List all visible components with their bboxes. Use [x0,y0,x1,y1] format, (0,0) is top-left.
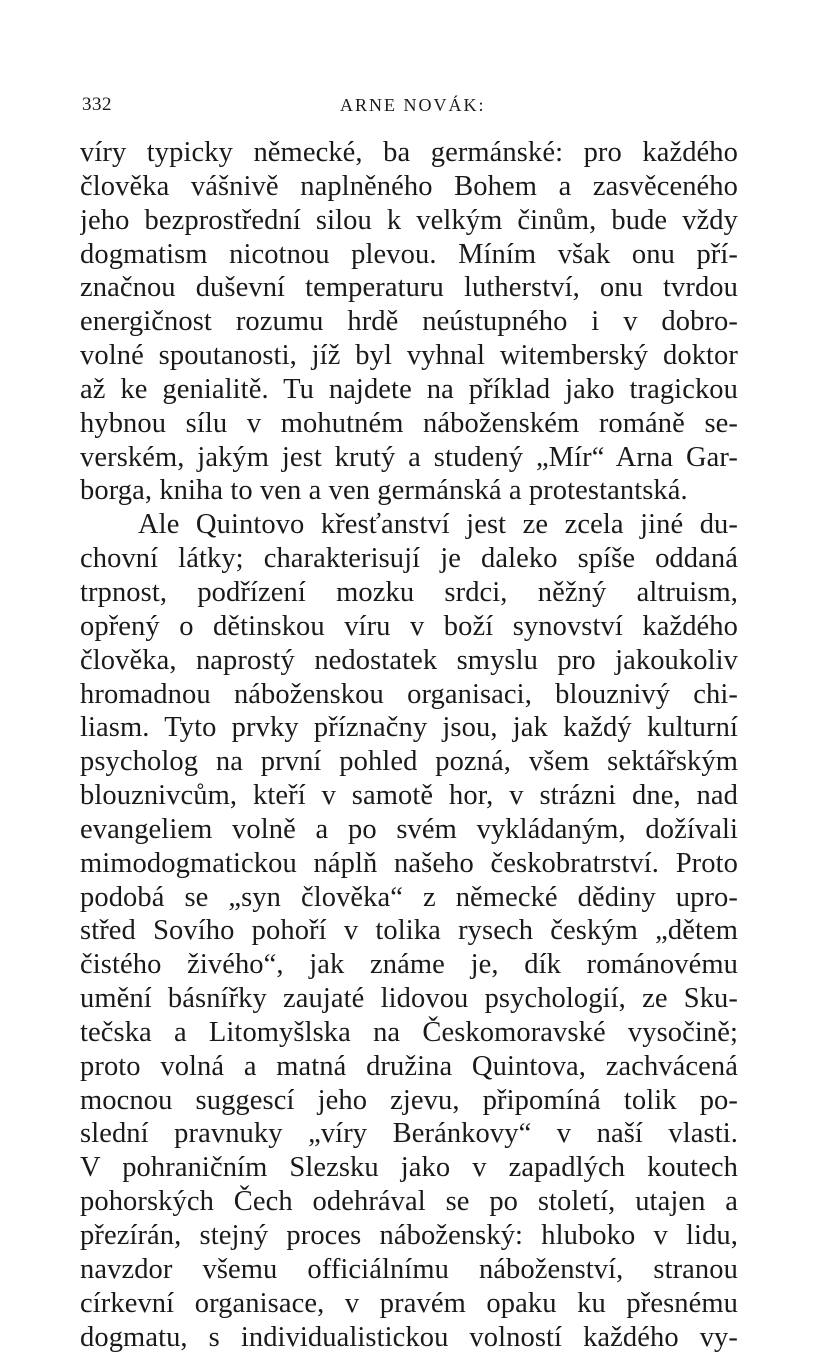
text-line: jeho bezprostřední silou k velkým činům, bude vždy [80,204,738,236]
text-line-paragraph-start: Ale Quintovo křesťanství jest ze zcela jiné du- [138,509,738,541]
text-line: dogmatism nicotnou plevou. Míním však onu pří- [80,238,738,270]
text-line: umění básnířky zaujaté lidovou psychologií, ze Sku- [80,983,738,1015]
text-line-paragraph-end: borga, kniha to ven a ven germánská a protestantská. [80,475,688,507]
text-line: psycholog na první pohled pozná, všem sektářským [80,746,738,778]
text-line: hromadnou náboženskou organisaci, blouznivý chi- [80,678,738,710]
text-line: dogmatu, s individualistickou volností každého vy- [80,1321,738,1353]
text-line: značnou duševní temperaturu lutherství, onu tvrdou [80,272,738,304]
text-line: chovní látky; charakterisují je daleko spíše oddaná [80,543,738,575]
text-line: liasm. Tyto prvky příznačny jsou, jak každý kulturní [80,712,738,744]
text-line: střed Sovího pohoří v tolika rysech českým „dětem [80,915,738,947]
text-line: člověka, naprostý nedostatek smyslu pro jakoukoliv [80,644,738,676]
body-text [80,136,738,1354]
text-line: blouznivcům, kteří v samotě hor, v strázni dne, nad [80,780,738,812]
text-line: verském, jakým jest krutý a studený „Mír“ Arna Gar- [80,441,738,473]
text-line: až ke genialitě. Tu najdete na příklad jako tragickou [80,373,738,405]
page-number: 332 [82,94,112,115]
text-line: opřený o dětinskou víru v boží synovství každého [80,610,738,642]
text-line: čistého živého“, jak známe je, dík románovému [80,949,738,981]
text-line: podobá se „syn člověka“ z německé dědiny upro- [80,881,738,913]
text-line: trpnost, podřízení mozku srdci, něžný altruism, [80,576,738,608]
text-line: evangeliem volně a po svém vykládaným, dožívali [80,813,738,845]
text-line: mocnou suggescí jeho zjevu, připomíná tolik po- [80,1084,738,1116]
text-line: mimodogmatickou náplň našeho českobratrství. Proto [80,847,738,879]
text-line: volné spoutanosti, jíž byl vyhnal witemberský doktor [80,340,738,372]
text-line: proto volná a matná družina Quintova, zachvácená [80,1050,738,1082]
text-line: tečska a Litomyšlska na Českomoravské vysočině; [80,1016,738,1048]
text-line: V pohraničním Slezsku jako v zapadlých koutech [80,1152,738,1184]
text-line: pohorských Čech odehrával se po století, utajen a [80,1186,738,1218]
text-line: přezírán, stejný proces náboženský: hluboko v lidu, [80,1220,738,1251]
text-line: člověka vášnivě naplněného Bohem a zasvěceného [80,170,738,202]
text-line: hybnou sílu v mohutném náboženském románě se- [80,407,738,439]
text-line: energičnost rozumu hrdě neústupného i v dobro- [80,306,738,338]
running-head [80,94,740,116]
text-line: navzdor všemu officiálnímu náboženství, stranou [80,1253,738,1285]
text-line: slední pravnuky „víry Beránkovy“ v naší vlasti. [80,1118,738,1150]
text-line: víry typicky německé, ba germánské: pro každého [80,137,738,168]
running-head-author: ARNE NOVÁK: [340,95,486,115]
text-line: církevní organisace, v pravém opaku ku přesnému [80,1287,738,1319]
